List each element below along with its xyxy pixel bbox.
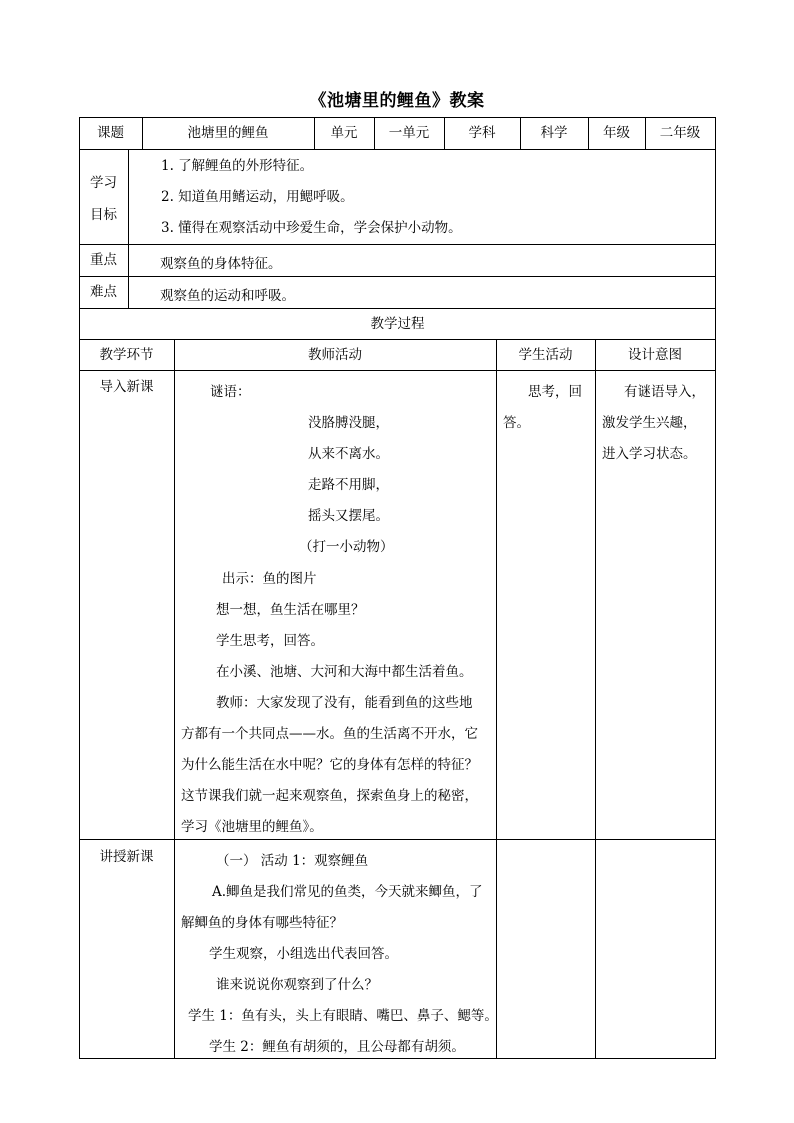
teacher-line: 解鲫鱼的身体有哪些特征？ [181, 915, 343, 931]
difficulty-text: 观察鱼的运动和呼吸。 [160, 288, 295, 304]
teacher-line: 学生 1：鱼有头，头上有眼睛、嘴巴、鼻子、鳃等。 [188, 1008, 498, 1024]
objectives-label-line-2: 目标 [90, 207, 117, 223]
riddle-line: 从来不离水。 [308, 446, 389, 462]
table-rule [715, 117, 716, 1059]
unit-value: 一单元 [388, 125, 430, 141]
table-rule [595, 339, 596, 1059]
teacher-line: 出示：鱼的图片 [222, 571, 317, 587]
column-header-phase: 教学环节 [99, 347, 154, 363]
process-header: 教学过程 [370, 316, 425, 332]
riddle-label: 谜语： [210, 384, 251, 400]
design-intent-line: 激发学生兴趣， [602, 415, 697, 431]
grade-label: 年级 [603, 125, 630, 141]
teacher-line: （一） 活动 1：观察鲤鱼 [216, 853, 369, 869]
student-activity-line: 思考，回 [528, 384, 582, 400]
table-rule [79, 149, 716, 150]
design-intent-line: 有谜语导入， [624, 384, 705, 400]
lecture-phase-label: 讲授新课 [99, 849, 154, 865]
objectives-list [161, 151, 462, 244]
column-header-student: 学生活动 [518, 347, 573, 363]
column-header-design: 设计意图 [628, 347, 682, 363]
teacher-line: 教师：大家发现了没有，能看到鱼的这些地 [216, 695, 473, 711]
key-point-text: 观察鱼的身体特征。 [160, 256, 282, 272]
column-header-teacher: 教师活动 [308, 347, 362, 363]
teacher-line: 方都有一个共同点——水。鱼的生活离不开水，它 [181, 726, 478, 742]
document-title: 《池塘里的鲤鱼》教案 [309, 91, 485, 111]
objective-item: 2. 知道鱼用鳍运动，用鳃呼吸。 [161, 189, 354, 205]
objectives-label-line-1: 学习 [90, 175, 117, 191]
table-rule [174, 339, 175, 1059]
table-rule [496, 339, 497, 1059]
course-value: 池塘里的鲤鱼 [187, 125, 269, 141]
teacher-line: 学生 2：鲤鱼有胡须的，且公母都有胡须。 [209, 1039, 465, 1055]
teacher-line: 想一想，鱼生活在哪里？ [216, 602, 365, 618]
riddle-hint: （打一小动物） [299, 539, 394, 555]
teacher-line: 这节课我们就一起来观察鱼，探索鱼身上的秘密， [181, 788, 478, 804]
difficulty-label: 难点 [90, 284, 117, 300]
key-point-label: 重点 [90, 252, 117, 268]
intro-phase-label: 导入新课 [99, 379, 154, 395]
course-label: 课题 [97, 125, 124, 141]
grade-value: 二年级 [659, 125, 701, 141]
teacher-line: 学习《池塘里的鲤鱼》。 [181, 819, 323, 835]
student-activity-line: 答。 [503, 415, 530, 431]
objective-item: 3. 懂得在观察活动中珍爱生命，学会保护小动物。 [161, 220, 462, 236]
design-intent-line: 进入学习状态。 [602, 446, 697, 462]
subject-label: 学科 [468, 125, 496, 141]
teacher-line: 为什么能生活在水中呢？它的身体有怎样的特征？ [181, 757, 478, 773]
subject-value: 科学 [540, 125, 568, 141]
riddle-line: 摇头又摆尾。 [308, 508, 389, 524]
teacher-line: A.鲫鱼是我们常见的鱼类，今天就来鲫鱼，了 [212, 884, 483, 900]
riddle-line: 没胳膊没腿， [308, 415, 389, 431]
objective-item: 1. 了解鲤鱼的外形特征。 [161, 158, 314, 174]
unit-label: 单元 [330, 125, 358, 141]
teacher-line: 学生思考，回答。 [216, 633, 324, 649]
table-rule [79, 276, 716, 277]
table-rule [79, 244, 716, 245]
teacher-line: 学生观察，小组选出代表回答。 [209, 946, 398, 962]
table-rule [128, 149, 129, 308]
riddle-line: 走路不用脚， [308, 477, 389, 493]
teacher-line: 谁来说说你观察到了什么？ [216, 977, 378, 993]
teacher-line: 在小溪、池塘、大河和大海中都生活着鱼。 [216, 664, 473, 680]
